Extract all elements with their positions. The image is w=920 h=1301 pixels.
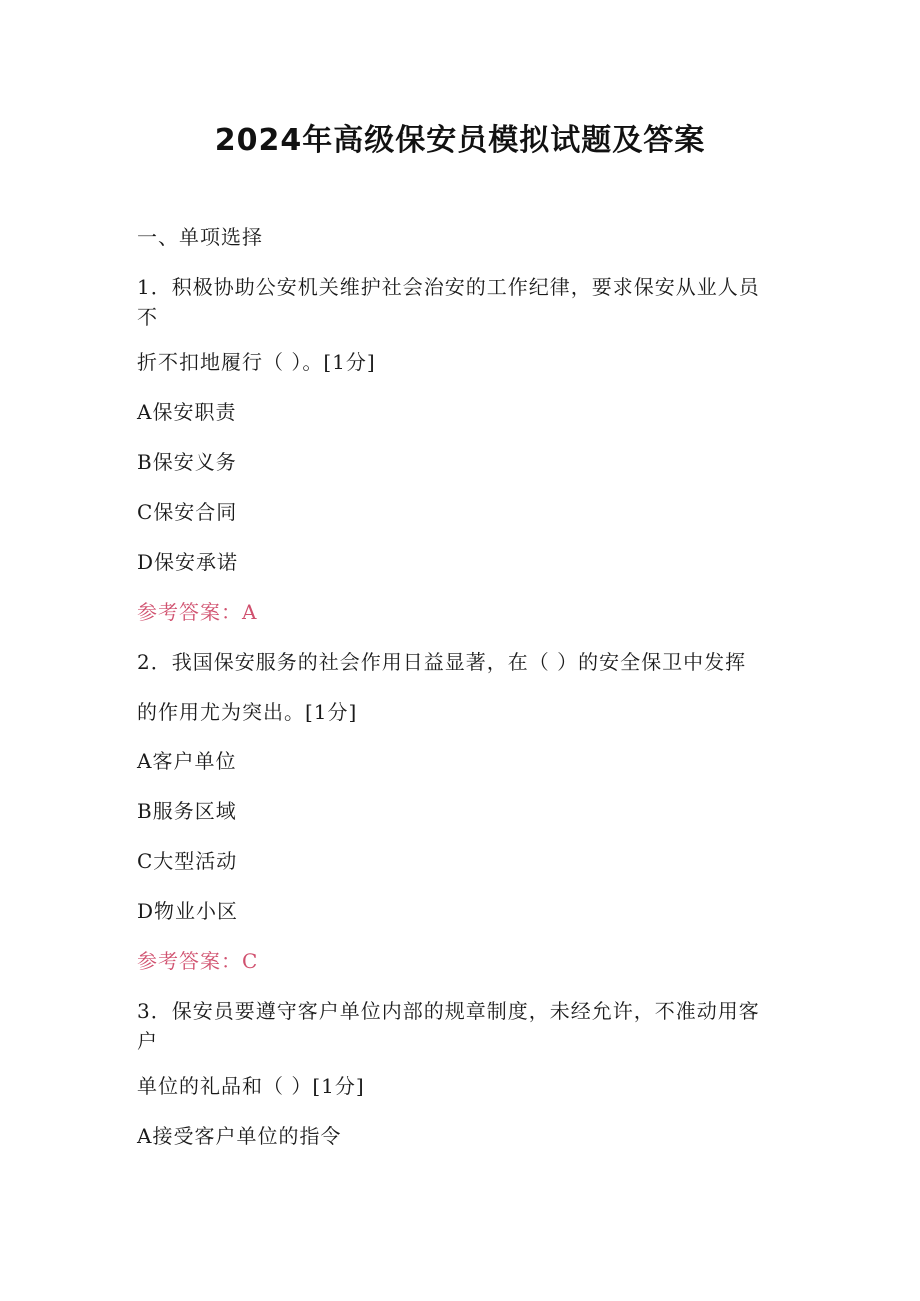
- question-1-option-c: C保安合同: [137, 500, 238, 524]
- question-3-stem-line-1-wrap: 户: [137, 1029, 158, 1053]
- question-3-stem-line-1: 3．保安员要遵守客户单位内部的规章制度，未经允许，不准动用客: [137, 999, 760, 1023]
- question-2-option-c: C大型活动: [137, 849, 238, 873]
- question-3-stem-line-2: 单位的礼品和（ ）[1分]: [137, 1074, 365, 1098]
- question-1-option-a: A保安职责: [137, 400, 237, 424]
- question-1-option-d: D保安承诺: [137, 550, 239, 574]
- question-1-stem-line-1: 1．积极协助公安机关维护社会治安的工作纪律，要求保安从业人员: [137, 275, 760, 299]
- question-2-option-a: A客户单位: [137, 749, 237, 773]
- question-1-answer: 参考答案：A: [137, 600, 258, 624]
- question-2-option-b: B服务区域: [137, 799, 237, 823]
- section-heading: 一、单项选择: [137, 225, 263, 249]
- question-2-stem-line-1: 2．我国保安服务的社会作用日益显著，在（ ）的安全保卫中发挥: [137, 650, 747, 674]
- question-1-option-b: B保安义务: [137, 450, 237, 474]
- question-3-option-a: A接受客户单位的指令: [137, 1124, 342, 1148]
- question-1-stem-line-1-wrap: 不: [137, 305, 158, 329]
- question-2-answer: 参考答案：C: [137, 949, 259, 973]
- question-2-stem-line-2: 的作用尤为突出。[1分]: [137, 700, 358, 724]
- question-2-option-d: D物业小区: [137, 899, 239, 923]
- document-title: 2024年高级保安员模拟试题及答案: [214, 123, 706, 158]
- question-1-stem-line-2: 折不扣地履行（ ）。[1分]: [137, 350, 376, 374]
